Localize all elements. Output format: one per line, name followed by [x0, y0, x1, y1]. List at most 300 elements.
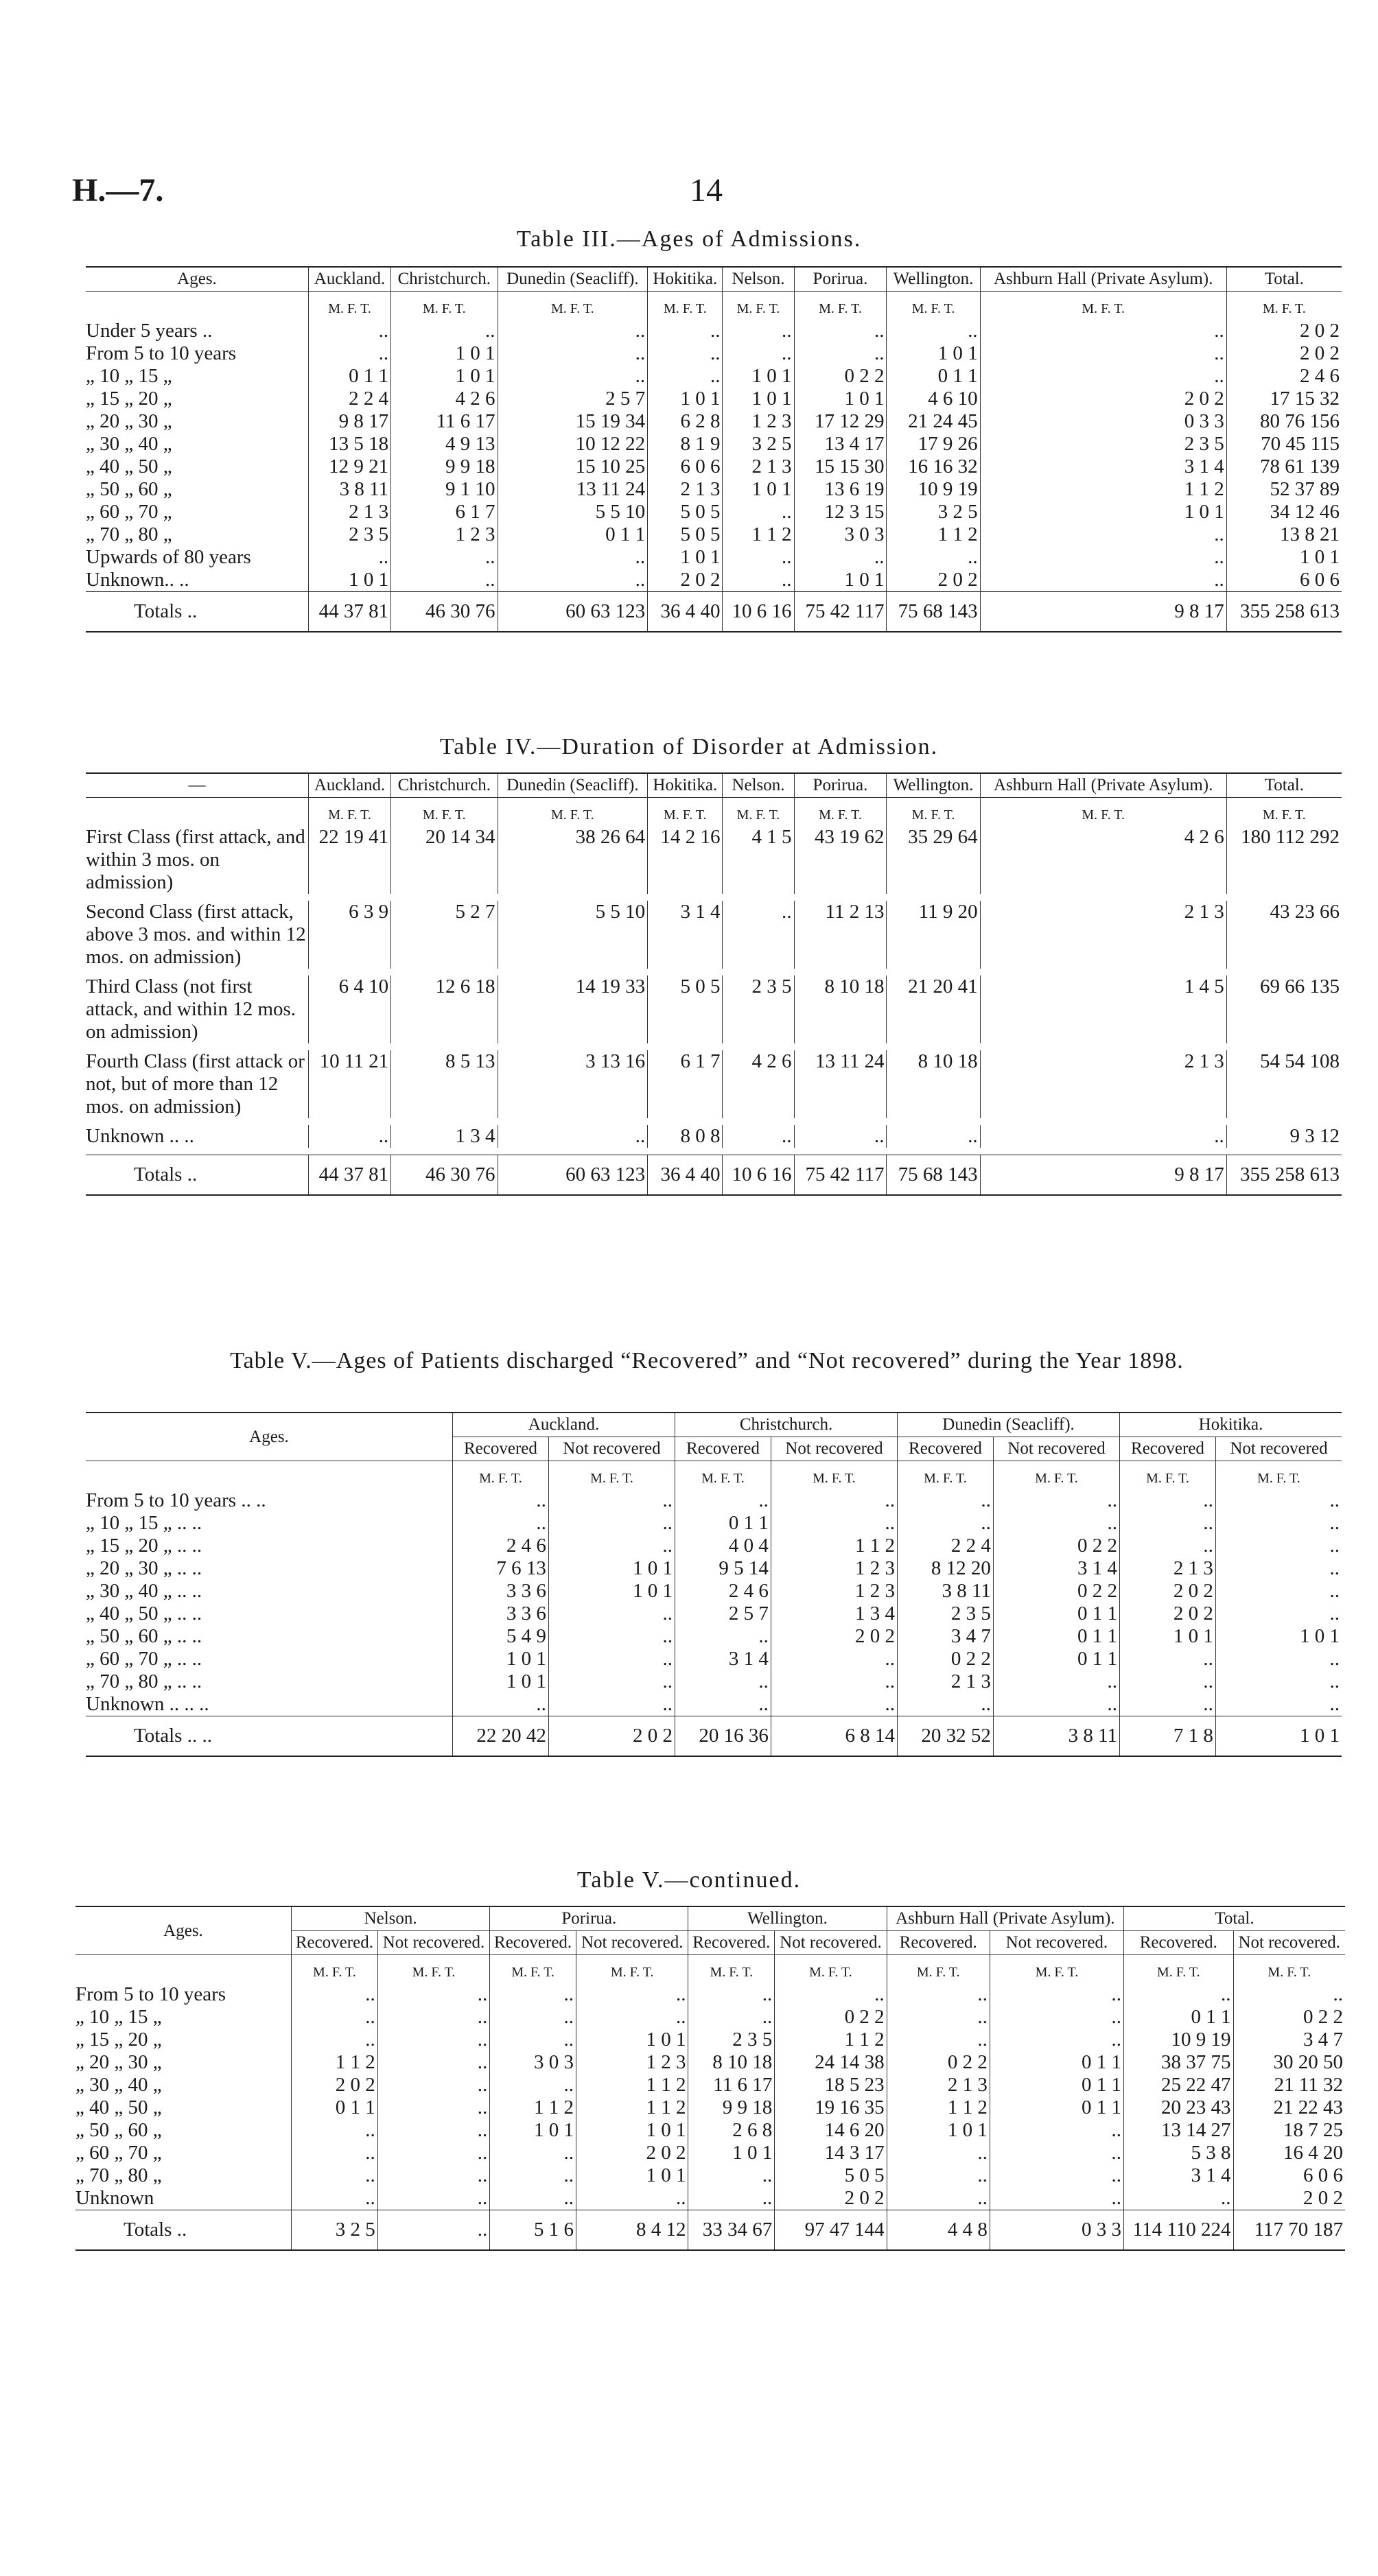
cell-nelson-recovered: 2 0 2	[292, 2074, 378, 2096]
cell-christchurch-not-recovered: ..	[771, 1648, 897, 1670]
cell-hokitika: 5 0 5	[648, 976, 723, 1043]
subheader-not-recovered: Not recovered.	[377, 1931, 489, 1955]
table-5-continued-title: Table V.—continued.	[576, 1867, 802, 1893]
cell-nelson-recovered: ..	[292, 2029, 378, 2051]
row-label: Unknown .. ..	[86, 1125, 194, 1147]
mft-legend: M. F. T.	[775, 1955, 887, 1984]
subheader-not-recovered: Not recovered	[993, 1437, 1119, 1461]
row-label: „ 40 „ 50 „ .. ..	[86, 1603, 202, 1624]
cell-porirua-not-recovered: ..	[576, 1983, 688, 2006]
cell-total-not-recovered: ..	[1233, 1983, 1345, 2006]
cell-porirua: 8 10 18	[794, 976, 887, 1043]
cell-wellington: 2 0 2	[887, 569, 980, 592]
cell-auckland-recovered: ..	[453, 1512, 549, 1535]
totals-label: Totals .. ..	[86, 1716, 453, 1757]
cell-dunedin-seacliff: 3 13 16	[498, 1050, 648, 1118]
cell-christchurch: 11 6 17	[391, 410, 498, 433]
cell-total-not-recovered: 21 22 43	[1233, 2096, 1345, 2119]
row-label: Unknown.. ..	[86, 569, 189, 591]
row-label: „ 15 „ 20 „	[86, 388, 172, 410]
cell-nelson-not-recovered: ..	[377, 1983, 489, 2006]
column-header-hokitika: Hokitika.	[648, 267, 723, 292]
total-porirua-not-recovered: 8 4 12	[576, 2210, 688, 2251]
cell-wellington: 0 1 1	[887, 365, 980, 388]
document-reference: H.—7.	[72, 172, 164, 209]
group-header-nelson: Nelson.	[292, 1906, 490, 1931]
cell-dunedin-seacliff-recovered: 2 1 3	[898, 1670, 994, 1693]
cell-wellington-recovered: 2 3 5	[688, 2029, 775, 2051]
table-5-title: Table V.—Ages of Patients discharged “Recovered” and “Not recovered” during the Year 1898.	[230, 1348, 1184, 1373]
table-row	[86, 1535, 1342, 1557]
cell-total-recovered: 38 37 75	[1124, 2051, 1234, 2074]
cell-total: 13 8 21	[1226, 523, 1342, 546]
total-christchurch: 46 30 76	[391, 1155, 498, 1196]
cell-porirua: ..	[794, 320, 887, 342]
cell-wellington: 35 29 64	[887, 826, 980, 894]
column-header-christchurch: Christchurch.	[391, 267, 498, 292]
cell-nelson-not-recovered: ..	[377, 2006, 489, 2029]
cell-christchurch: 9 1 10	[391, 478, 498, 501]
cell-christchurch-not-recovered: ..	[771, 1670, 897, 1693]
table-5-patients-discharged	[86, 1412, 1342, 1757]
mft-legend: M. F. T.	[1215, 1461, 1342, 1490]
cell-auckland-not-recovered: ..	[548, 1648, 675, 1670]
cell-christchurch-recovered: 2 5 7	[675, 1603, 771, 1625]
cell-total: 43 23 66	[1226, 901, 1342, 969]
cell-dunedin-seacliff: 10 12 22	[498, 433, 648, 456]
cell-dunedin-seacliff-recovered: 8 12 20	[898, 1557, 994, 1580]
mft-legend: M. F. T.	[453, 1461, 549, 1490]
cell-nelson: 4 1 5	[723, 826, 794, 894]
mft-legend-row	[75, 1955, 1345, 1984]
cell-ashburn-hall-private-asylum-recovered: ..	[887, 1983, 990, 2006]
cell-auckland: 6 4 10	[309, 976, 391, 1043]
cell-auckland: ..	[309, 546, 391, 569]
total-auckland-recovered: 22 20 42	[453, 1716, 549, 1757]
table-row	[86, 456, 1342, 478]
row-label: „ 60 „ 70 „ .. ..	[86, 1648, 202, 1670]
cell-total: 2 0 2	[1226, 342, 1342, 365]
cell-wellington-recovered: 2 6 8	[688, 2119, 775, 2142]
cell-nelson-not-recovered: ..	[377, 2142, 489, 2164]
column-header-porirua: Porirua.	[794, 773, 887, 798]
cell-ashburn-hall-private-asylum: 1 0 1	[980, 501, 1226, 523]
row-label: „ 20 „ 30 „	[86, 410, 172, 432]
row-spacer	[86, 1118, 1342, 1125]
table-row	[86, 546, 1342, 569]
row-label: Unknown .. .. ..	[86, 1693, 209, 1715]
total-nelson-not-recovered: ..	[377, 2210, 489, 2251]
totals-row	[75, 2210, 1345, 2251]
cell-christchurch-recovered: ..	[675, 1489, 771, 1512]
cell-hokitika-not-recovered: ..	[1215, 1693, 1342, 1716]
row-label: „ 60 „ 70 „	[86, 501, 172, 523]
mft-legend: M. F. T.	[898, 1461, 994, 1490]
cell-auckland-not-recovered: 1 0 1	[548, 1580, 675, 1603]
cell-auckland-not-recovered: 1 0 1	[548, 1557, 675, 1580]
cell-auckland-not-recovered: ..	[548, 1512, 675, 1535]
cell-total-not-recovered: 16 4 20	[1233, 2142, 1345, 2164]
cell-porirua: 43 19 62	[794, 826, 887, 894]
cell-christchurch-not-recovered: 1 3 4	[771, 1603, 897, 1625]
group-header-hokitika: Hokitika.	[1120, 1413, 1342, 1437]
totals-row	[86, 1716, 1342, 1757]
cell-nelson-not-recovered: ..	[377, 2051, 489, 2074]
cell-nelson-not-recovered: ..	[377, 2096, 489, 2119]
cell-ashburn-hall-private-asylum-recovered: 1 0 1	[887, 2119, 990, 2142]
cell-total: 80 76 156	[1226, 410, 1342, 433]
cell-auckland: 22 19 41	[309, 826, 391, 894]
row-label: „ 70 „ 80 „ .. ..	[86, 1670, 202, 1692]
cell-porirua-not-recovered: ..	[576, 2187, 688, 2210]
cell-auckland-recovered: 7 6 13	[453, 1557, 549, 1580]
cell-total: 34 12 46	[1226, 501, 1342, 523]
cell-wellington-recovered: ..	[688, 2006, 775, 2029]
cell-porirua: 3 0 3	[794, 523, 887, 546]
cell-christchurch: 20 14 34	[391, 826, 498, 894]
cell-ashburn-hall-private-asylum-recovered: 1 1 2	[887, 2096, 990, 2119]
total-total-recovered: 114 110 224	[1124, 2210, 1234, 2251]
group-header-porirua: Porirua.	[490, 1906, 688, 1931]
cell-hokitika-not-recovered: ..	[1215, 1535, 1342, 1557]
cell-wellington-not-recovered: 24 14 38	[775, 2051, 887, 2074]
cell-total-not-recovered: 18 7 25	[1233, 2119, 1345, 2142]
cell-porirua-recovered: ..	[490, 2074, 576, 2096]
cell-hokitika: 1 0 1	[648, 546, 723, 569]
cell-christchurch: 4 9 13	[391, 433, 498, 456]
row-label: „ 30 „ 40 „	[86, 433, 172, 455]
row-label: Second Class (first attack, above 3 mos. and within 12 mos. on admission)	[86, 901, 306, 968]
cell-auckland: 3 8 11	[309, 478, 391, 501]
cell-ashburn-hall-private-asylum: 1 4 5	[980, 976, 1226, 1043]
table-row	[86, 388, 1342, 410]
table-5-continued	[75, 1906, 1345, 2251]
mft-legend: M. F. T.	[1226, 798, 1342, 827]
subheader-recovered: Recovered.	[887, 1931, 990, 1955]
row-label: Fourth Class (first attack or not, but of more than 12 mos. on admission)	[86, 1050, 305, 1118]
total-nelson: 10 6 16	[723, 592, 794, 633]
mft-legend: M. F. T.	[1226, 292, 1342, 320]
cell-wellington-not-recovered: 18 5 23	[775, 2074, 887, 2096]
cell-dunedin-seacliff-recovered: 2 3 5	[898, 1603, 994, 1625]
cell-christchurch-recovered: ..	[675, 1625, 771, 1648]
row-label: „ 10 „ 15 „ .. ..	[86, 1512, 202, 1534]
table-row	[86, 1512, 1342, 1535]
column-header-porirua: Porirua.	[794, 267, 887, 292]
totals-label: Totals ..	[75, 2210, 292, 2251]
cell-hokitika-not-recovered: ..	[1215, 1512, 1342, 1535]
cell-hokitika: 8 0 8	[648, 1125, 723, 1148]
totals-label: Totals ..	[86, 592, 309, 633]
table-row	[86, 1557, 1342, 1580]
cell-porirua-not-recovered: 1 1 2	[576, 2074, 688, 2096]
cell-auckland: 2 1 3	[309, 501, 391, 523]
spacer-cell	[86, 1148, 1342, 1155]
cell-ashburn-hall-private-asylum-recovered: 2 1 3	[887, 2074, 990, 2096]
cell-hokitika: 14 2 16	[648, 826, 723, 894]
cell-hokitika: ..	[648, 365, 723, 388]
totals-row	[86, 592, 1342, 633]
total-hokitika-recovered: 7 1 8	[1120, 1716, 1216, 1757]
cell-ashburn-hall-private-asylum-not-recovered: ..	[990, 2187, 1123, 2210]
column-header-ashburn-hall-private-asylum: Ashburn Hall (Private Asylum).	[980, 773, 1226, 798]
cell-christchurch: 1 2 3	[391, 523, 498, 546]
table-row	[75, 1983, 1345, 2006]
row-label: „ 15 „ 20 „	[75, 2029, 162, 2051]
cell-porirua: 13 11 24	[794, 1050, 887, 1118]
cell-dunedin-seacliff: ..	[498, 546, 648, 569]
cell-total-not-recovered: 21 11 32	[1233, 2074, 1345, 2096]
table-row	[75, 2187, 1345, 2210]
mft-legend: M. F. T.	[723, 292, 794, 320]
subheader-not-recovered: Not recovered.	[576, 1931, 688, 1955]
cell-auckland-recovered: 5 4 9	[453, 1625, 549, 1648]
cell-nelson-recovered: 1 1 2	[292, 2051, 378, 2074]
cell-total: 2 0 2	[1226, 320, 1342, 342]
mft-legend: M. F. T.	[688, 1955, 775, 1984]
table-row	[86, 1648, 1342, 1670]
cell-dunedin-seacliff-not-recovered: 0 1 1	[993, 1603, 1119, 1625]
cell-dunedin-seacliff-recovered: ..	[898, 1693, 994, 1716]
column-header-christchurch: Christchurch.	[391, 773, 498, 798]
cell-nelson-recovered: ..	[292, 2119, 378, 2142]
mft-legend-stub	[75, 1955, 292, 1984]
cell-wellington-not-recovered: 5 0 5	[775, 2164, 887, 2187]
mft-legend: M. F. T.	[648, 798, 723, 827]
cell-total-recovered: 10 9 19	[1124, 2029, 1234, 2051]
cell-dunedin-seacliff: 5 5 10	[498, 901, 648, 969]
cell-ashburn-hall-private-asylum-not-recovered: ..	[990, 2164, 1123, 2187]
table-row	[86, 569, 1342, 592]
cell-auckland-not-recovered: ..	[548, 1670, 675, 1693]
mft-legend-row	[86, 292, 1342, 320]
cell-christchurch: 8 5 13	[391, 1050, 498, 1118]
cell-wellington: 3 2 5	[887, 501, 980, 523]
subheader-not-recovered: Not recovered.	[775, 1931, 887, 1955]
cell-total: 6 0 6	[1226, 569, 1342, 592]
cell-dunedin-seacliff: ..	[498, 320, 648, 342]
cell-wellington: 1 1 2	[887, 523, 980, 546]
cell-christchurch: 1 3 4	[391, 1125, 498, 1148]
cell-wellington-not-recovered: 19 16 35	[775, 2096, 887, 2119]
column-header-dunedin-seacliff: Dunedin (Seacliff).	[498, 267, 648, 292]
cell-total-not-recovered: 2 0 2	[1233, 2187, 1345, 2210]
row-label: From 5 to 10 years	[86, 342, 237, 364]
table-row	[75, 2029, 1345, 2051]
mft-legend: M. F. T.	[771, 1461, 897, 1490]
cell-wellington: 4 6 10	[887, 388, 980, 410]
mft-legend-stub	[86, 292, 309, 320]
cell-wellington: ..	[887, 320, 980, 342]
cell-nelson: ..	[723, 320, 794, 342]
stub-header: —	[86, 773, 309, 798]
total-total: 355 258 613	[1226, 1155, 1342, 1196]
cell-ashburn-hall-private-asylum-recovered: ..	[887, 2142, 990, 2164]
mft-legend: M. F. T.	[309, 798, 391, 827]
row-label: „ 10 „ 15 „	[75, 2006, 162, 2028]
cell-ashburn-hall-private-asylum: ..	[980, 320, 1226, 342]
cell-hokitika-recovered: ..	[1120, 1693, 1216, 1716]
row-label: „ 15 „ 20 „ .. ..	[86, 1535, 202, 1557]
cell-nelson-recovered: ..	[292, 1983, 378, 2006]
cell-total: 1 0 1	[1226, 546, 1342, 569]
cell-dunedin-seacliff-recovered: 3 4 7	[898, 1625, 994, 1648]
cell-porirua-recovered: ..	[490, 2029, 576, 2051]
mft-legend: M. F. T.	[548, 1461, 675, 1490]
cell-hokitika-not-recovered: ..	[1215, 1603, 1342, 1625]
cell-total-not-recovered: 6 0 6	[1233, 2164, 1345, 2187]
cell-nelson: 1 1 2	[723, 523, 794, 546]
cell-total-recovered: 13 14 27	[1124, 2119, 1234, 2142]
cell-christchurch: ..	[391, 569, 498, 592]
cell-wellington-not-recovered: 1 1 2	[775, 2029, 887, 2051]
cell-auckland-recovered: ..	[453, 1489, 549, 1512]
total-ashburn-hall-private-asylum-recovered: 4 4 8	[887, 2210, 990, 2251]
cell-dunedin-seacliff: 5 5 10	[498, 501, 648, 523]
cell-dunedin-seacliff-not-recovered: 0 2 2	[993, 1580, 1119, 1603]
cell-dunedin-seacliff-not-recovered: ..	[993, 1489, 1119, 1512]
cell-ashburn-hall-private-asylum-recovered: 0 2 2	[887, 2051, 990, 2074]
cell-total: 70 45 115	[1226, 433, 1342, 456]
cell-hokitika: 6 2 8	[648, 410, 723, 433]
cell-wellington: 1 0 1	[887, 342, 980, 365]
cell-porirua-recovered: 3 0 3	[490, 2051, 576, 2074]
cell-nelson: 1 0 1	[723, 365, 794, 388]
cell-nelson-not-recovered: ..	[377, 2164, 489, 2187]
mft-legend: M. F. T.	[675, 1461, 771, 1490]
stub-header: Ages.	[75, 1906, 292, 1955]
cell-dunedin-seacliff-not-recovered: 0 1 1	[993, 1648, 1119, 1670]
page-number: 14	[690, 172, 723, 209]
cell-dunedin-seacliff: ..	[498, 365, 648, 388]
cell-porirua-recovered: ..	[490, 2187, 576, 2210]
cell-hokitika-recovered: ..	[1120, 1535, 1216, 1557]
cell-porirua: 0 2 2	[794, 365, 887, 388]
cell-auckland: 13 5 18	[309, 433, 391, 456]
subheader-not-recovered: Not recovered	[1215, 1437, 1342, 1461]
cell-auckland: 12 9 21	[309, 456, 391, 478]
cell-hokitika: 6 0 6	[648, 456, 723, 478]
total-total-not-recovered: 117 70 187	[1233, 2210, 1345, 2251]
cell-total-recovered: 3 1 4	[1124, 2164, 1234, 2187]
mft-legend: M. F. T.	[391, 798, 498, 827]
table-row	[86, 1050, 1342, 1118]
column-header-nelson: Nelson.	[723, 773, 794, 798]
table-row	[75, 2096, 1345, 2119]
total-wellington-recovered: 33 34 67	[688, 2210, 775, 2251]
cell-nelson: ..	[723, 569, 794, 592]
subheader-recovered: Recovered	[898, 1437, 994, 1461]
table-row	[86, 501, 1342, 523]
cell-nelson-recovered: ..	[292, 2006, 378, 2029]
cell-hokitika-not-recovered: ..	[1215, 1557, 1342, 1580]
cell-hokitika: 5 0 5	[648, 501, 723, 523]
total-dunedin-seacliff-not-recovered: 3 8 11	[993, 1716, 1119, 1757]
mft-legend-row	[86, 1461, 1342, 1490]
table-3-ages-of-admissions	[86, 266, 1342, 633]
page-header	[72, 172, 1328, 220]
cell-wellington: ..	[887, 546, 980, 569]
cell-porirua: 15 15 30	[794, 456, 887, 478]
cell-ashburn-hall-private-asylum: ..	[980, 569, 1226, 592]
cell-porirua: 11 2 13	[794, 901, 887, 969]
row-spacer	[86, 1148, 1342, 1155]
table-4-duration-of-disorder	[86, 772, 1342, 1196]
cell-ashburn-hall-private-asylum: ..	[980, 365, 1226, 388]
cell-wellington-not-recovered: 14 6 20	[775, 2119, 887, 2142]
row-spacer	[86, 894, 1342, 901]
cell-hokitika-recovered: 2 1 3	[1120, 1557, 1216, 1580]
cell-total: 2 4 6	[1226, 365, 1342, 388]
cell-total: 17 15 32	[1226, 388, 1342, 410]
spacer-cell	[86, 1043, 1342, 1050]
cell-ashburn-hall-private-asylum: 0 3 3	[980, 410, 1226, 433]
mft-legend: M. F. T.	[292, 1955, 378, 1984]
cell-auckland-not-recovered: ..	[548, 1625, 675, 1648]
cell-total-not-recovered: 3 4 7	[1233, 2029, 1345, 2051]
table-row	[86, 320, 1342, 342]
row-label: „ 40 „ 50 „	[86, 456, 172, 477]
cell-nelson: 1 2 3	[723, 410, 794, 433]
table-row	[86, 1580, 1342, 1603]
total-ashburn-hall-private-asylum: 9 8 17	[980, 1155, 1226, 1196]
cell-auckland: 0 1 1	[309, 365, 391, 388]
cell-nelson: ..	[723, 1125, 794, 1148]
cell-porirua-not-recovered: 1 0 1	[576, 2119, 688, 2142]
cell-wellington-recovered: ..	[688, 2187, 775, 2210]
cell-ashburn-hall-private-asylum: ..	[980, 523, 1226, 546]
cell-ashburn-hall-private-asylum: 2 0 2	[980, 388, 1226, 410]
cell-wellington: 21 24 45	[887, 410, 980, 433]
total-dunedin-seacliff: 60 63 123	[498, 1155, 648, 1196]
row-label: „ 60 „ 70 „	[75, 2142, 162, 2164]
cell-wellington-not-recovered: ..	[775, 1983, 887, 2006]
total-christchurch: 46 30 76	[391, 592, 498, 633]
cell-auckland-recovered: 1 0 1	[453, 1670, 549, 1693]
mft-legend-row	[86, 798, 1342, 827]
row-label: „ 70 „ 80 „	[86, 523, 172, 545]
cell-dunedin-seacliff: 38 26 64	[498, 826, 648, 894]
total-nelson-recovered: 3 2 5	[292, 2210, 378, 2251]
cell-total-recovered: 25 22 47	[1124, 2074, 1234, 2096]
cell-nelson: 3 2 5	[723, 433, 794, 456]
cell-ashburn-hall-private-asylum-not-recovered: 0 1 1	[990, 2051, 1123, 2074]
table-row	[75, 2074, 1345, 2096]
table-row	[86, 826, 1342, 894]
table-row	[86, 1603, 1342, 1625]
cell-ashburn-hall-private-asylum: 2 1 3	[980, 901, 1226, 969]
total-ashburn-hall-private-asylum-not-recovered: 0 3 3	[990, 2210, 1123, 2251]
cell-porirua-recovered: ..	[490, 2006, 576, 2029]
cell-christchurch-not-recovered: 1 2 3	[771, 1557, 897, 1580]
mft-legend: M. F. T.	[576, 1955, 688, 1984]
cell-auckland: 9 8 17	[309, 410, 391, 433]
column-header-wellington: Wellington.	[887, 267, 980, 292]
cell-porirua-recovered: 1 1 2	[490, 2096, 576, 2119]
row-label: „ 20 „ 30 „ .. ..	[86, 1557, 202, 1579]
cell-ashburn-hall-private-asylum: 1 1 2	[980, 478, 1226, 501]
total-dunedin-seacliff: 60 63 123	[498, 592, 648, 633]
total-porirua: 75 42 117	[794, 592, 887, 633]
mft-legend: M. F. T.	[490, 1955, 576, 1984]
subheader-recovered: Recovered	[1120, 1437, 1216, 1461]
cell-dunedin-seacliff-recovered: ..	[898, 1512, 994, 1535]
mft-legend: M. F. T.	[993, 1461, 1119, 1490]
cell-porirua: 13 4 17	[794, 433, 887, 456]
row-label: Upwards of 80 years	[86, 546, 251, 568]
column-header-ashburn-hall-private-asylum: Ashburn Hall (Private Asylum).	[980, 267, 1226, 292]
cell-christchurch-not-recovered: 1 1 2	[771, 1535, 897, 1557]
